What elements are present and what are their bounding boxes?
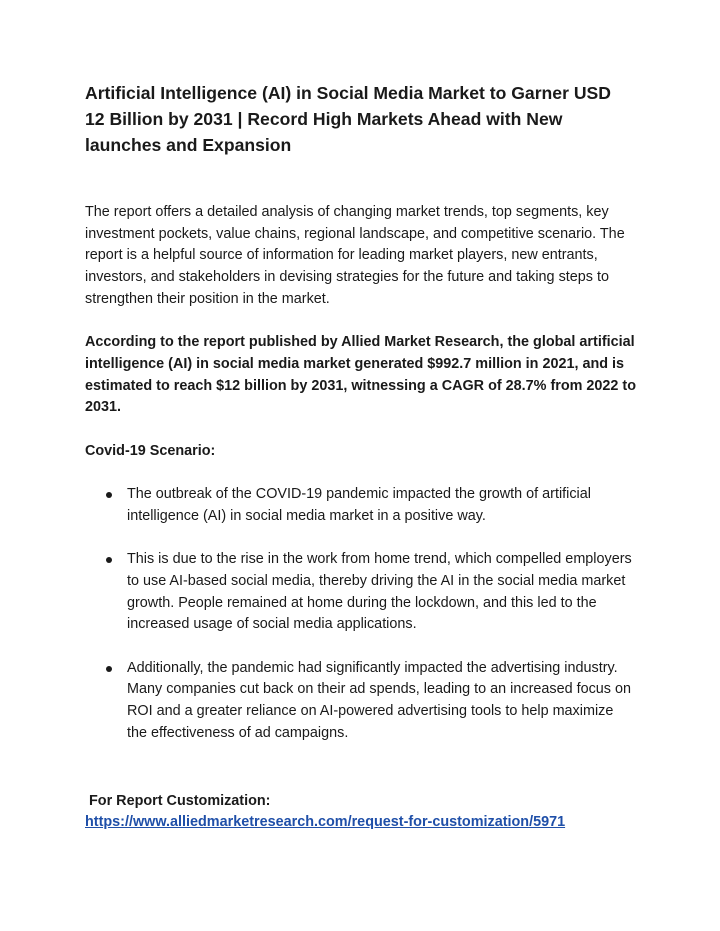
list-item-text: Additionally, the pandemic had significantly impacted the advertising industry. Many companies cut back on their ad spends, leading to an increased focus on ROI and a greater reliance on AI-powered advertising tools to help maximize the effectiveness of ad campaigns. (127, 659, 631, 741)
spacer (85, 462, 636, 484)
spacer (85, 311, 636, 333)
covid-bullet-list (85, 484, 636, 744)
customization-link[interactable]: https://www.alliedmarketresearch.com/request-for-customization/5971 (85, 814, 566, 831)
document-title: Artificial Intelligence (AI) in Social Media Market to Garner USD 12 Billion by 2031 | Record High Markets Ahead with New launches and Expansion (85, 83, 611, 155)
highlight-paragraph: According to the report published by Allied Market Research, the global artificial intelligence (AI) in social media market generated $992.7 million in 2021, and is estimated to reach $12 billion by 2031, witnessing a CAGR of 28.7% from 2022 to 2031. (85, 334, 637, 416)
list-item (85, 484, 637, 527)
bullet-icon (106, 557, 112, 563)
bullet-icon (106, 666, 112, 672)
list-item (85, 549, 637, 636)
spacer (85, 419, 636, 441)
list-item-text: The outbreak of the COVID-19 pandemic impacted the growth of artificial intelligence (AI) in social media market in a positive way. (127, 486, 591, 524)
customization-label: For Report Customization: (89, 792, 271, 809)
spacer (85, 528, 637, 550)
spacer (85, 636, 637, 658)
covid-heading: Covid-19 Scenario: (85, 442, 216, 459)
bullet-icon (106, 492, 112, 498)
intro-paragraph: The report offers a detailed analysis of changing market trends, top segments, key investment pockets, value chains, regional landscape, and competitive scenario. The report is a helpful source of information for leading market players, new entrants, investors, and stakeholders in devising strategies for the future and taking steps to strengthen their position in the market. (85, 204, 625, 307)
spacer (85, 158, 636, 202)
spacer (85, 745, 636, 791)
list-item (85, 658, 637, 745)
list-item-text: This is due to the rise in the work from home trend, which compelled employers to use AI-based social media, thereby driving the AI in the social media market growth. People remained at home during the lockdown, and this led to the increased usage of social media applications. (127, 551, 632, 633)
